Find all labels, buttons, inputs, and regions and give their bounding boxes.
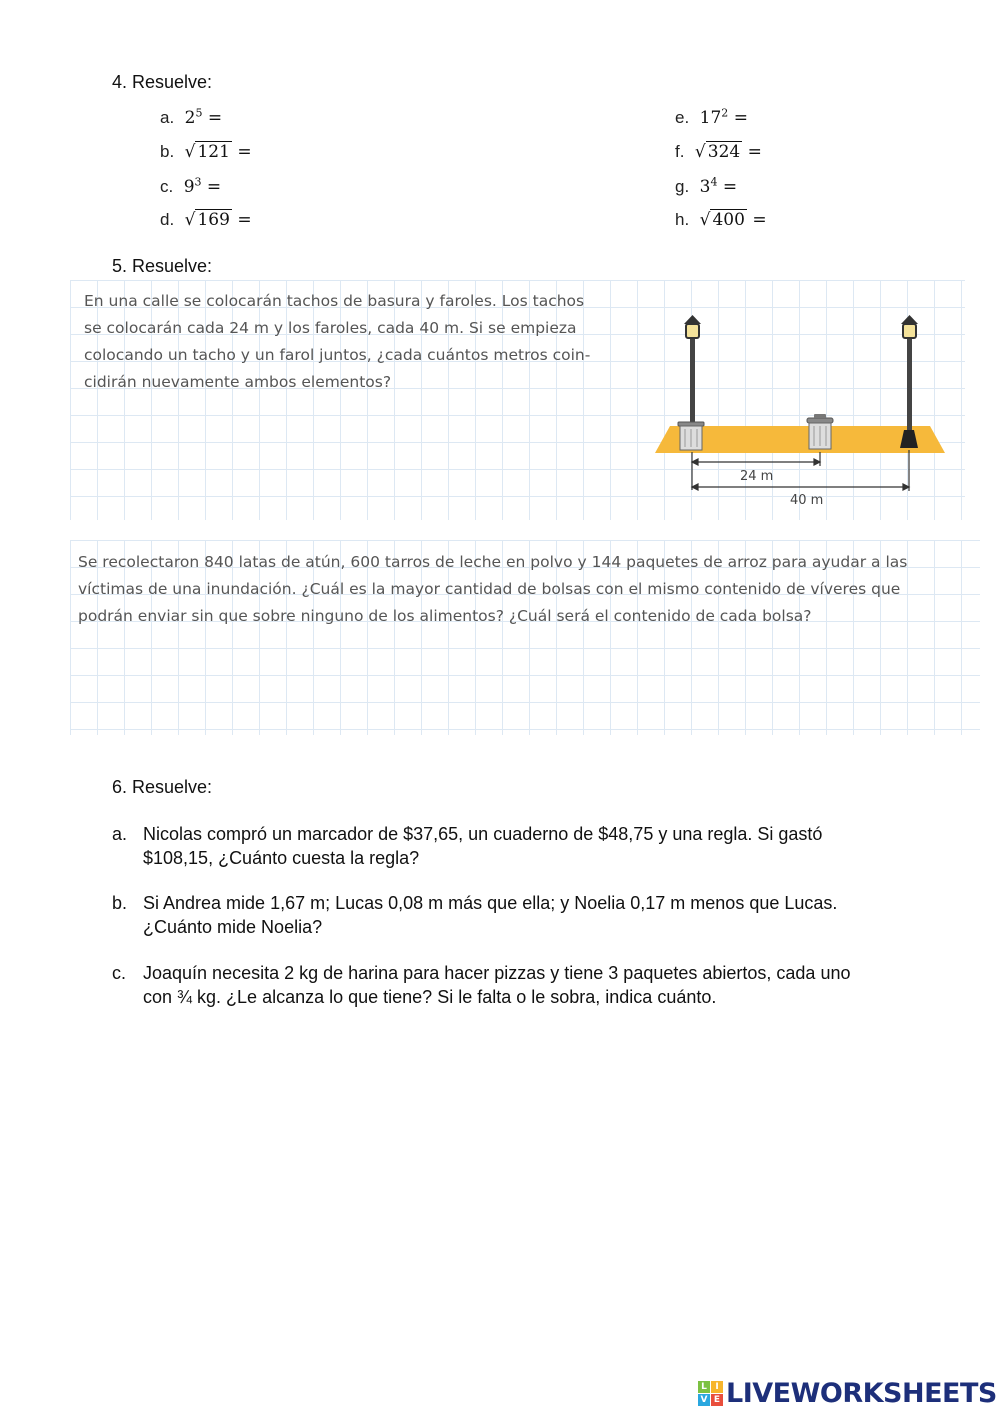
equals-sign: = bbox=[237, 210, 252, 230]
equals-sign: = bbox=[722, 176, 738, 197]
equals-sign: = bbox=[207, 107, 223, 128]
power-base: 3 bbox=[699, 176, 711, 197]
exercise-d bbox=[160, 210, 252, 230]
equals-sign: = bbox=[206, 176, 222, 197]
item-line: Nicolas compró un marcador de $37,65, un cuaderno de $48,75 y una regla. Si gastó bbox=[143, 824, 823, 844]
item-line: Joaquín necesita 2 kg de harina para hacer pizzas y tiene 3 paquetes abiertos, cada uno bbox=[143, 963, 851, 983]
equals-sign: = bbox=[237, 142, 252, 162]
power-base: 9 bbox=[183, 176, 195, 197]
problem-1-text bbox=[84, 288, 644, 396]
liveworksheets-logo[interactable] bbox=[698, 1378, 997, 1409]
radicand: 400 bbox=[712, 210, 745, 230]
exercise-letter: d. bbox=[160, 210, 175, 229]
item-line: $108,15, ¿Cuánto cuesta la regla? bbox=[143, 848, 420, 868]
item-letter: a. bbox=[112, 824, 128, 844]
trash-can-middle-icon bbox=[807, 414, 833, 449]
exercise-letter: a. bbox=[160, 107, 175, 127]
item-letter: b. bbox=[112, 893, 128, 913]
dimension-40m bbox=[692, 450, 909, 491]
exercise-letter: f. bbox=[675, 142, 685, 161]
square-root-symbol: √ 169 bbox=[184, 210, 230, 230]
problem-line: víctimas de una inundación. ¿Cuál es la mayor cantidad de bolsas con el mismo contenido de víveres que bbox=[78, 580, 901, 598]
radicand: 169 bbox=[197, 210, 230, 230]
power-exponent: 4 bbox=[710, 175, 718, 188]
square-root-symbol: √ 324 bbox=[694, 142, 741, 162]
item-line: Si Andrea mide 1,67 m; Lucas 0,08 m más que ella; y Noelia 0,17 m menos que Lucas. bbox=[143, 893, 838, 913]
equals-sign: = bbox=[733, 107, 748, 128]
badge-letter: V bbox=[698, 1394, 710, 1406]
equals-sign: = bbox=[747, 142, 762, 162]
power-exponent: 2 bbox=[721, 106, 729, 119]
exercise-c bbox=[160, 175, 221, 197]
exercise-letter: c. bbox=[160, 176, 174, 196]
section-6-heading: 6. Resuelve: bbox=[112, 777, 213, 797]
problem-line: Se recolectaron 840 latas de atún, 600 tarros de leche en polvo y 144 paquetes de arroz para ayudar a las bbox=[78, 553, 908, 571]
problem-1-panel bbox=[70, 280, 965, 520]
power-exponent: 3 bbox=[194, 175, 202, 188]
square-root-symbol: √ 121 bbox=[184, 142, 230, 162]
badge-letter: I bbox=[711, 1381, 723, 1393]
problem-6c bbox=[112, 961, 972, 1009]
exercise-e bbox=[675, 106, 748, 128]
square-root-symbol: √ 400 bbox=[699, 210, 745, 230]
problem-line: podrán enviar sin que sobre ninguno de los alimentos? ¿Cuál será el contenido de cada bolsa? bbox=[78, 607, 812, 625]
street-illustration bbox=[650, 290, 955, 515]
badge-letter: E bbox=[711, 1394, 723, 1406]
problem-line: colocando un tacho y un farol juntos, ¿cada cuántos metros coin- bbox=[84, 346, 591, 364]
power-exponent: 5 bbox=[195, 106, 203, 119]
label-40m: 40 m bbox=[790, 493, 824, 508]
label-24m: 24 m bbox=[740, 469, 774, 484]
item-line: ¿Cuánto mide Noelia? bbox=[143, 917, 323, 937]
badge-letter: L bbox=[698, 1381, 710, 1393]
radicand: 324 bbox=[707, 142, 741, 162]
problem-2-text bbox=[78, 549, 978, 630]
exercise-letter: g. bbox=[675, 176, 690, 196]
street-lamp-left-icon bbox=[684, 315, 701, 436]
problem-2-panel bbox=[70, 540, 980, 735]
exercise-f bbox=[675, 142, 762, 162]
section-5-heading: 5. Resuelve: bbox=[112, 256, 213, 276]
section-4-heading: 4. Resuelve: bbox=[112, 72, 213, 92]
exercise-a bbox=[160, 106, 222, 128]
exercise-letter: b. bbox=[160, 142, 175, 161]
exercise-g bbox=[675, 175, 737, 197]
trash-can-left-icon bbox=[678, 422, 704, 450]
logo-badge-icon bbox=[698, 1381, 723, 1406]
radicand: 121 bbox=[197, 142, 230, 162]
logo-text: LIVEWORKSHEETS bbox=[726, 1378, 997, 1409]
item-letter: c. bbox=[112, 963, 127, 983]
problem-6b bbox=[112, 891, 952, 939]
power-base: 2 bbox=[184, 107, 196, 128]
item-line: con ¾ kg. ¿Le alcanza lo que tiene? Si le falta o le sobra, indica cuánto. bbox=[143, 987, 717, 1007]
exercise-h bbox=[675, 210, 767, 230]
problem-line: En una calle se colocarán tachos de basura y faroles. Los tachos bbox=[84, 292, 585, 310]
problem-6a bbox=[112, 822, 952, 870]
problem-line: se colocarán cada 24 m y los faroles, cada 40 m. Si se empieza bbox=[84, 319, 577, 337]
exercise-b bbox=[160, 142, 252, 162]
exercise-letter: h. bbox=[675, 210, 690, 229]
equals-sign: = bbox=[752, 210, 767, 230]
problem-line: cidirán nuevamente ambos elementos? bbox=[84, 373, 392, 391]
exercise-letter: e. bbox=[675, 107, 690, 127]
power-base: 17 bbox=[699, 107, 722, 128]
